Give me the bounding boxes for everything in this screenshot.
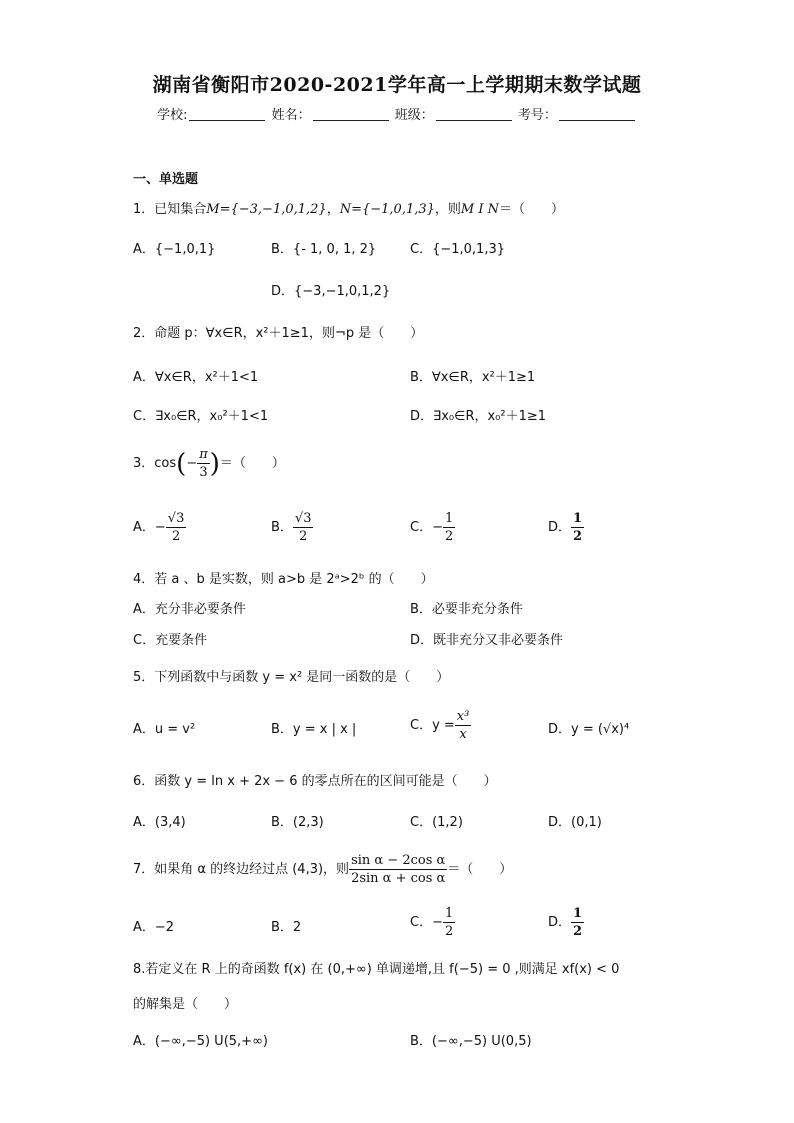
q7-option-c[interactable]: C．− $\frac{1}{2}$ bbox=[410, 906, 454, 939]
q2-option-d[interactable]: D．∃x₀∈R，x₀²＋1≥1 bbox=[410, 409, 547, 424]
q1-text-pre: 1．已知集合 bbox=[133, 202, 207, 217]
id-blank[interactable] bbox=[559, 108, 635, 121]
id-label: 考号： bbox=[517, 108, 557, 123]
q1-text-post: ，则 bbox=[434, 202, 461, 217]
question-7 bbox=[133, 852, 512, 887]
q4-option-d[interactable]: D．既非充分又非必要条件 bbox=[410, 633, 564, 648]
q7-option-d[interactable]: D． $\frac{1}{2}$ bbox=[548, 906, 583, 939]
question-6: 6．函数 y = ln x + 2x − 6 的零点所在的区间可能是（ ） bbox=[133, 774, 497, 789]
q6-option-a[interactable]: A．(3,4) bbox=[133, 815, 186, 830]
school-blank[interactable] bbox=[189, 108, 265, 121]
q6-option-c[interactable]: C．(1,2) bbox=[410, 815, 463, 830]
q1-set-m: M={−3,−1,0,1,2} bbox=[206, 202, 327, 217]
q2-option-a[interactable]: A．∀x∈R，x²＋1<1 bbox=[133, 370, 259, 385]
q7-option-b[interactable]: B．2 bbox=[271, 920, 302, 935]
q1-option-a[interactable]: A．{−1,0,1} bbox=[133, 242, 216, 257]
q3-fraction: $\frac{\pi}{3}$ bbox=[199, 447, 208, 480]
q2-option-b[interactable]: B．∀x∈R，x²＋1≥1 bbox=[410, 370, 536, 385]
question-8-line-1: 8.若定义在 R 上的奇函数 f(x) 在 (0,+∞) 单调递增,且 f(−5) = 0 ,则满足 xf(x) < 0 bbox=[133, 962, 620, 977]
question-4: 4．若 a 、b 是实数，则 a>b 是 2ᵃ>2ᵇ 的（ ） bbox=[133, 572, 434, 587]
question-8-line-2: 的解集是（ ） bbox=[133, 997, 238, 1012]
q3-suffix: ＝（ ） bbox=[219, 456, 285, 471]
name-label: 姓名： bbox=[271, 108, 311, 123]
question-5: 5．下列函数中与函数 y = x² 是同一函数的是（ ） bbox=[133, 670, 450, 685]
q5-option-c[interactable]: C．y = $\frac{\text{x³}}{x}$ bbox=[410, 709, 470, 742]
q2-option-c[interactable]: C．∃x₀∈R，x₀²＋1<1 bbox=[133, 409, 269, 424]
q8-option-b[interactable]: B．(−∞,−5) U(0,5) bbox=[410, 1034, 532, 1049]
q1-option-b[interactable]: B．{- 1, 0, 1, 2} bbox=[271, 242, 377, 257]
q3-prefix: 3．cos bbox=[133, 456, 177, 471]
class-blank[interactable] bbox=[436, 108, 512, 121]
q7-prefix: 7．如果角 α 的终边经过点 (4,3)，则 bbox=[133, 862, 350, 877]
q3-right-paren: ) bbox=[209, 449, 220, 479]
q3-option-c[interactable]: C．− $\frac{1}{2}$ bbox=[410, 511, 454, 544]
q6-option-d[interactable]: D．(0,1) bbox=[548, 815, 602, 830]
q6-option-b[interactable]: B．(2,3) bbox=[271, 815, 324, 830]
q4-option-b[interactable]: B．必要非充分条件 bbox=[410, 602, 523, 617]
q3-option-d[interactable]: D． $\frac{1}{2}$ bbox=[548, 511, 583, 544]
q1-option-d[interactable]: D．{−3,−1,0,1,2} bbox=[271, 284, 391, 299]
q4-option-c[interactable]: C．充要条件 bbox=[133, 633, 208, 648]
q1-tail: ＝（ ） bbox=[499, 202, 565, 217]
q1-mid: ， bbox=[326, 202, 340, 217]
question-1 bbox=[133, 198, 564, 217]
q8-option-a[interactable]: A．(−∞,−5) U(5,+∞) bbox=[133, 1034, 268, 1049]
q3-left-paren: ( bbox=[176, 449, 187, 479]
name-blank[interactable] bbox=[313, 108, 389, 121]
class-label: 班级： bbox=[394, 108, 434, 123]
q1-option-c[interactable]: C．{−1,0,1,3} bbox=[410, 242, 505, 257]
school-label: 学校: bbox=[157, 108, 188, 123]
q3-option-b[interactable]: B． $\frac{√3}{2}$ bbox=[271, 511, 312, 544]
q1-expr: M I N bbox=[460, 202, 500, 217]
exam-title: 湖南省衡阳市2020-2021学年高一上学期期末数学试题 bbox=[152, 74, 642, 96]
q5-option-d[interactable]: D．y = (√x)⁴ bbox=[548, 722, 630, 737]
q7-suffix: ＝（ ） bbox=[447, 862, 513, 877]
q5-option-b[interactable]: B．y = x | x | bbox=[271, 722, 357, 737]
q4-option-a[interactable]: A．充分非必要条件 bbox=[133, 602, 246, 617]
question-2: 2．命题 p：∀x∈R，x²＋1≥1，则¬p 是（ ） bbox=[133, 326, 424, 341]
q5-option-a[interactable]: A．u = v² bbox=[133, 722, 196, 737]
q7-option-a[interactable]: A．−2 bbox=[133, 920, 175, 935]
student-info-line bbox=[0, 104, 794, 123]
q7-fraction: $\frac{\text{sin α − 2cos α}}{\text{2sin α + cos α}}$ bbox=[351, 853, 446, 886]
q3-option-a[interactable]: A．− $\frac{√3}{2}$ bbox=[133, 511, 185, 544]
question-3: 3．cos(− $\frac{\pi}{3}$ )＝（ ） bbox=[133, 447, 285, 480]
section-title: 一、单选题 bbox=[133, 172, 199, 187]
q1-set-n: N={−1,0,1,3} bbox=[339, 202, 435, 217]
